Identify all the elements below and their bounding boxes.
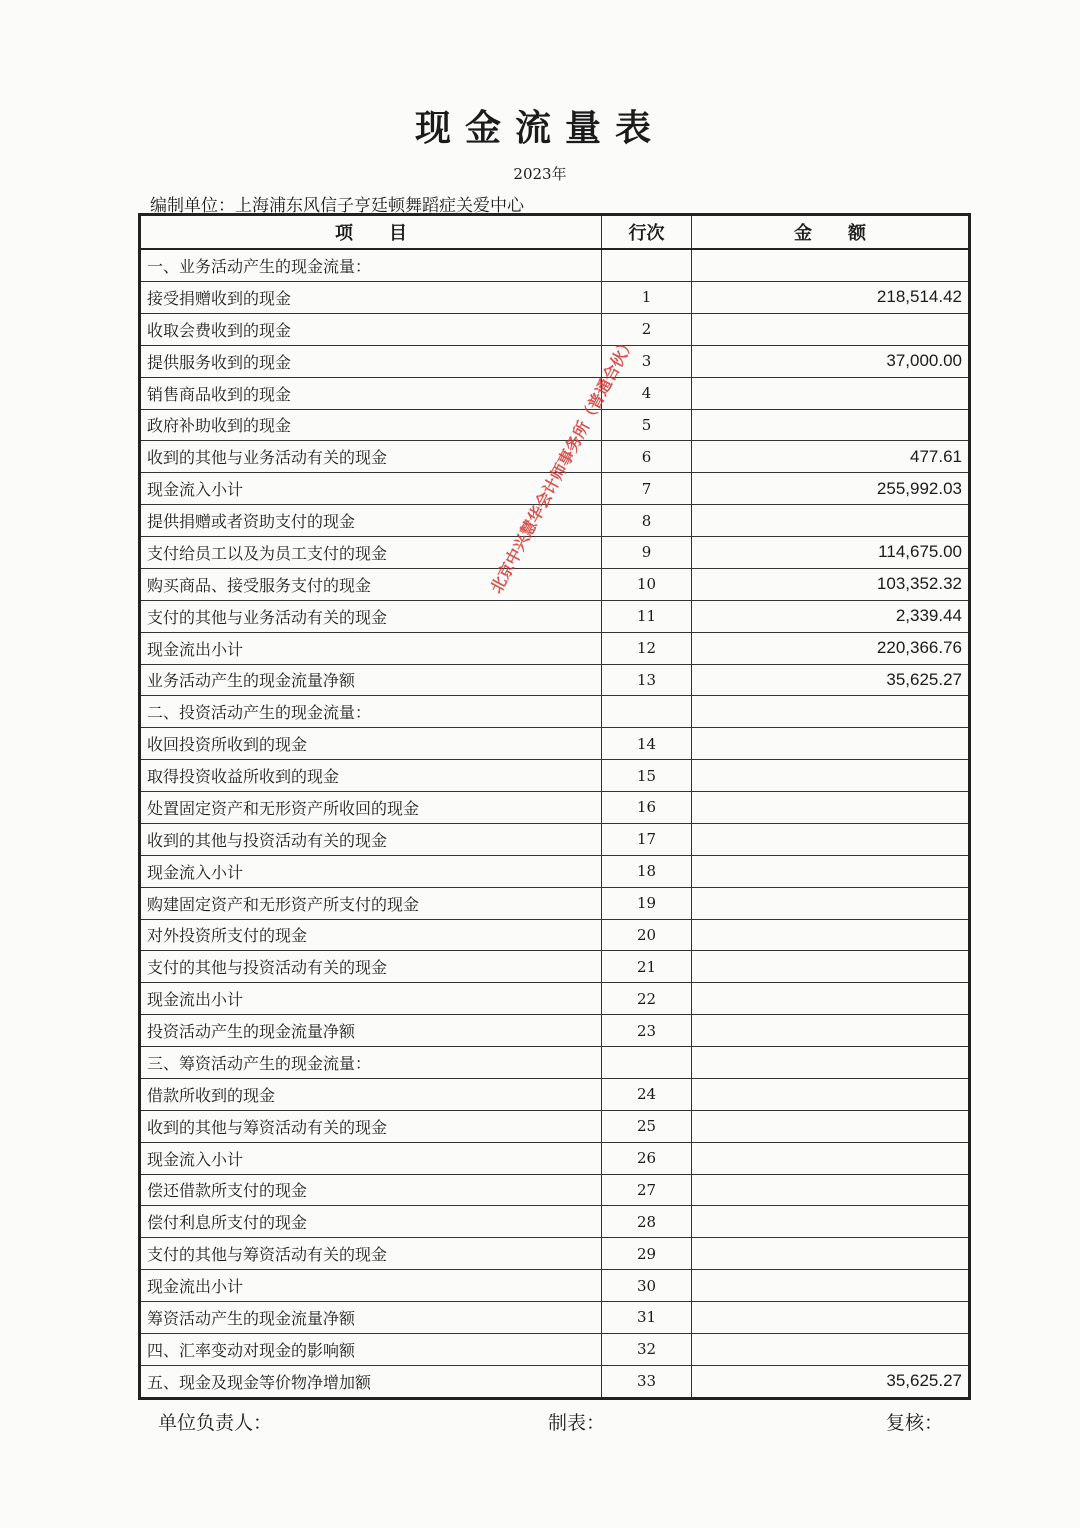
table-row bbox=[140, 1238, 970, 1270]
reporting-unit: 编制单位：上海浦东风信子亨廷顿舞蹈症关爱中心 bbox=[150, 196, 524, 216]
row-label: 收到的其他与筹资活动有关的现金 bbox=[140, 1110, 602, 1142]
row-line-number: 20 bbox=[602, 919, 692, 951]
cash-flow-table bbox=[138, 213, 971, 1400]
row-label: 支付的其他与业务活动有关的现金 bbox=[140, 600, 602, 632]
table-header-row bbox=[140, 215, 970, 250]
row-label: 取得投资收益所收到的现金 bbox=[140, 760, 602, 792]
row-line-number bbox=[602, 696, 692, 728]
table-row bbox=[140, 1078, 970, 1110]
header-line: 行次 bbox=[602, 215, 692, 250]
row-amount bbox=[692, 919, 970, 951]
row-label: 对外投资所支付的现金 bbox=[140, 919, 602, 951]
row-amount bbox=[692, 951, 970, 983]
row-label: 借款所收到的现金 bbox=[140, 1078, 602, 1110]
table-row bbox=[140, 1206, 970, 1238]
row-line-number: 13 bbox=[602, 664, 692, 696]
row-label: 筹资活动产生的现金流量净额 bbox=[140, 1302, 602, 1334]
row-label: 支付给员工以及为员工支付的现金 bbox=[140, 537, 602, 569]
row-label: 现金流入小计 bbox=[140, 855, 602, 887]
row-line-number: 16 bbox=[602, 792, 692, 824]
row-line-number: 19 bbox=[602, 887, 692, 919]
row-line-number: 21 bbox=[602, 951, 692, 983]
auditor-stamp: 北京中兴慧华会计师事务所（普通合伙） bbox=[486, 333, 639, 597]
row-line-number: 7 bbox=[602, 473, 692, 505]
row-label: 销售商品收到的现金 bbox=[140, 377, 602, 409]
row-label: 支付的其他与投资活动有关的现金 bbox=[140, 951, 602, 983]
row-line-number: 3 bbox=[602, 345, 692, 377]
row-line-number: 4 bbox=[602, 377, 692, 409]
row-line-number: 27 bbox=[602, 1174, 692, 1206]
row-line-number bbox=[602, 249, 692, 282]
signature-reviewer: 复核： bbox=[886, 1412, 944, 1434]
row-line-number: 17 bbox=[602, 823, 692, 855]
row-amount bbox=[692, 823, 970, 855]
row-line-number: 12 bbox=[602, 632, 692, 664]
row-amount: 2,339.44 bbox=[692, 600, 970, 632]
table-row bbox=[140, 537, 970, 569]
table-row bbox=[140, 696, 970, 728]
row-amount bbox=[692, 249, 970, 282]
table-row bbox=[140, 1365, 970, 1398]
row-amount bbox=[692, 313, 970, 345]
row-amount bbox=[692, 1302, 970, 1334]
row-label: 收回投资所收到的现金 bbox=[140, 728, 602, 760]
row-line-number: 24 bbox=[602, 1078, 692, 1110]
row-amount: 218,514.42 bbox=[692, 282, 970, 314]
table-row bbox=[140, 1302, 970, 1334]
row-line-number: 1 bbox=[602, 282, 692, 314]
row-line-number: 23 bbox=[602, 1015, 692, 1047]
row-line-number: 8 bbox=[602, 505, 692, 537]
row-label: 三、筹资活动产生的现金流量： bbox=[140, 1047, 602, 1079]
row-line-number: 26 bbox=[602, 1142, 692, 1174]
row-line-number: 11 bbox=[602, 600, 692, 632]
row-amount bbox=[692, 1206, 970, 1238]
row-label: 二、投资活动产生的现金流量： bbox=[140, 696, 602, 728]
table-row bbox=[140, 664, 970, 696]
row-line-number bbox=[602, 1047, 692, 1079]
table-row bbox=[140, 345, 970, 377]
row-label: 一、业务活动产生的现金流量： bbox=[140, 249, 602, 282]
row-label: 提供服务收到的现金 bbox=[140, 345, 602, 377]
table-row bbox=[140, 1015, 970, 1047]
table-row bbox=[140, 249, 970, 282]
row-line-number: 9 bbox=[602, 537, 692, 569]
table-row bbox=[140, 887, 970, 919]
row-line-number: 18 bbox=[602, 855, 692, 887]
row-label: 政府补助收到的现金 bbox=[140, 409, 602, 441]
header-item: 项 目 bbox=[140, 215, 602, 250]
row-amount: 35,625.27 bbox=[692, 1365, 970, 1398]
table-row bbox=[140, 600, 970, 632]
row-amount bbox=[692, 1333, 970, 1365]
row-amount bbox=[692, 1142, 970, 1174]
row-label: 现金流出小计 bbox=[140, 1270, 602, 1302]
row-amount bbox=[692, 1078, 970, 1110]
row-line-number: 6 bbox=[602, 441, 692, 473]
row-amount bbox=[692, 505, 970, 537]
table-row bbox=[140, 282, 970, 314]
row-label: 提供捐赠或者资助支付的现金 bbox=[140, 505, 602, 537]
row-amount bbox=[692, 1238, 970, 1270]
row-line-number: 31 bbox=[602, 1302, 692, 1334]
report-year: 2023年 bbox=[513, 165, 567, 183]
row-line-number: 2 bbox=[602, 313, 692, 345]
signature-preparer: 制表： bbox=[548, 1412, 606, 1434]
row-amount bbox=[692, 696, 970, 728]
table-row bbox=[140, 983, 970, 1015]
row-amount bbox=[692, 1015, 970, 1047]
row-amount bbox=[692, 1110, 970, 1142]
row-amount: 255,992.03 bbox=[692, 473, 970, 505]
table-row bbox=[140, 313, 970, 345]
row-amount: 477.61 bbox=[692, 441, 970, 473]
table-row bbox=[140, 792, 970, 824]
document-title: 现金流量表 bbox=[414, 108, 665, 149]
row-amount: 37,000.00 bbox=[692, 345, 970, 377]
table-row bbox=[140, 1047, 970, 1079]
row-line-number: 28 bbox=[602, 1206, 692, 1238]
row-label: 投资活动产生的现金流量净额 bbox=[140, 1015, 602, 1047]
row-label: 购买商品、接受服务支付的现金 bbox=[140, 568, 602, 600]
signature-head: 单位负责人： bbox=[158, 1412, 273, 1434]
row-line-number: 10 bbox=[602, 568, 692, 600]
row-line-number: 29 bbox=[602, 1238, 692, 1270]
table-row bbox=[140, 1110, 970, 1142]
row-amount bbox=[692, 409, 970, 441]
row-amount: 220,366.76 bbox=[692, 632, 970, 664]
table-row bbox=[140, 855, 970, 887]
table-row bbox=[140, 919, 970, 951]
table-row bbox=[140, 1142, 970, 1174]
row-label: 五、现金及现金等价物净增加额 bbox=[140, 1365, 602, 1398]
row-amount bbox=[692, 1047, 970, 1079]
row-line-number: 15 bbox=[602, 760, 692, 792]
row-amount bbox=[692, 983, 970, 1015]
row-amount bbox=[692, 1174, 970, 1206]
table-row bbox=[140, 728, 970, 760]
row-label: 购建固定资产和无形资产所支付的现金 bbox=[140, 887, 602, 919]
table-row bbox=[140, 1333, 970, 1365]
table-row bbox=[140, 409, 970, 441]
row-line-number: 5 bbox=[602, 409, 692, 441]
table-row bbox=[140, 377, 970, 409]
table-row bbox=[140, 760, 970, 792]
table-row bbox=[140, 632, 970, 664]
table-row bbox=[140, 823, 970, 855]
row-line-number: 33 bbox=[602, 1365, 692, 1398]
row-label: 现金流入小计 bbox=[140, 473, 602, 505]
row-label: 现金流出小计 bbox=[140, 632, 602, 664]
row-label: 业务活动产生的现金流量净额 bbox=[140, 664, 602, 696]
row-label: 现金流出小计 bbox=[140, 983, 602, 1015]
table-row bbox=[140, 1270, 970, 1302]
row-line-number: 32 bbox=[602, 1333, 692, 1365]
row-label: 收到的其他与业务活动有关的现金 bbox=[140, 441, 602, 473]
row-label: 现金流入小计 bbox=[140, 1142, 602, 1174]
row-amount bbox=[692, 792, 970, 824]
row-line-number: 30 bbox=[602, 1270, 692, 1302]
row-amount bbox=[692, 887, 970, 919]
row-amount bbox=[692, 760, 970, 792]
row-label: 收取会费收到的现金 bbox=[140, 313, 602, 345]
row-amount: 114,675.00 bbox=[692, 537, 970, 569]
row-label: 接受捐赠收到的现金 bbox=[140, 282, 602, 314]
row-label: 支付的其他与筹资活动有关的现金 bbox=[140, 1238, 602, 1270]
row-line-number: 22 bbox=[602, 983, 692, 1015]
row-label: 偿还借款所支付的现金 bbox=[140, 1174, 602, 1206]
table-row bbox=[140, 505, 970, 537]
row-amount: 103,352.32 bbox=[692, 568, 970, 600]
row-label: 四、汇率变动对现金的影响额 bbox=[140, 1333, 602, 1365]
table-row bbox=[140, 1174, 970, 1206]
row-amount bbox=[692, 855, 970, 887]
table-body bbox=[140, 249, 970, 1399]
row-amount bbox=[692, 728, 970, 760]
row-amount: 35,625.27 bbox=[692, 664, 970, 696]
row-line-number: 25 bbox=[602, 1110, 692, 1142]
header-amount: 金 额 bbox=[692, 215, 970, 250]
row-label: 偿付利息所支付的现金 bbox=[140, 1206, 602, 1238]
row-amount bbox=[692, 377, 970, 409]
table-row bbox=[140, 568, 970, 600]
row-label: 处置固定资产和无形资产所收回的现金 bbox=[140, 792, 602, 824]
table-row bbox=[140, 951, 970, 983]
row-line-number: 14 bbox=[602, 728, 692, 760]
row-label: 收到的其他与投资活动有关的现金 bbox=[140, 823, 602, 855]
row-amount bbox=[692, 1270, 970, 1302]
